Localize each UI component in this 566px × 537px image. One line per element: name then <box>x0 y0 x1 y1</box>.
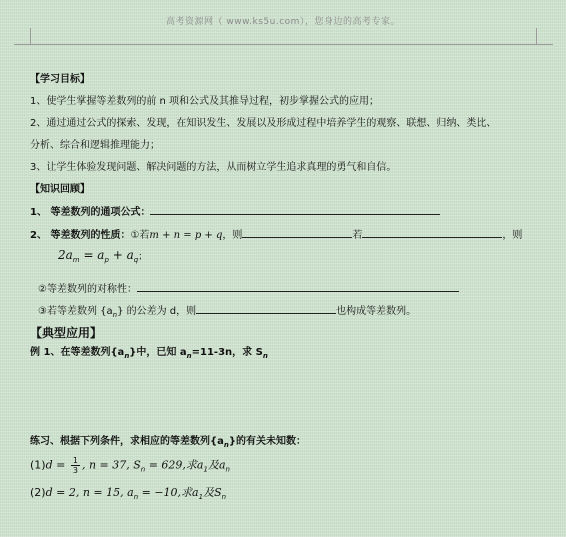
practice-heading: 练习、根据下列条件，求相应的等差数列$\{a_n\}$的有关未知数： <box>30 436 306 449</box>
formula-line: $2a_m = a_p + a_q$； <box>58 248 148 264</box>
goal-item-2-cont: 分析、综合和逻辑推理能力； <box>30 140 160 151</box>
blank-general-term[interactable] <box>150 204 440 215</box>
fraction-one-third: $\frac{1}{3}$ <box>72 456 78 475</box>
section-title-application: 【典型应用】 <box>30 326 103 340</box>
blank-property-1b[interactable] <box>362 227 502 238</box>
goal-item-1: 1、使学生掌握等差数列的前 n 项和公式及其推导过程，初步掌握公式的应用； <box>30 96 380 107</box>
blank-subsequence[interactable] <box>196 303 336 314</box>
practice-1: (1)d = $\frac{1}{3}$ , n = 37, $S_n = 629$,求$a_1$及$a_n$ <box>30 456 230 475</box>
page-header: 高考资源网（ www.ks5u.com），您身边的高考专家。 <box>166 17 400 27</box>
section-title-review: 【知识回顾】 <box>30 184 90 195</box>
review-property-3: ③若等差数列 $\{a_n\}$ 的公差为 d，则 也构成等差数列。 <box>38 302 416 319</box>
margin-corner-top-right <box>536 28 553 45</box>
goal-item-3: 3、让学生体验发现问题、解决问题的方法，从而树立学生追求真理的勇气和自信。 <box>30 162 397 173</box>
blank-property-1[interactable] <box>242 227 352 238</box>
review-property-2: ②等差数列的对称性： <box>38 280 459 295</box>
margin-corner-top-left <box>14 28 31 45</box>
practice-2: (2)d = 2, n = 15, $a_n = -10$,求$a_1$及$S_n$ <box>30 486 227 501</box>
header-rule <box>30 44 536 45</box>
blank-symmetry[interactable] <box>137 281 459 292</box>
section-title-goals: 【学习目标】 <box>30 74 90 85</box>
review-q2: 2、 等差数列的性质：①若m + n = p + q，则 若 ，则 <box>30 226 522 241</box>
example-1: 例 1、在等差数列$\{a_n\}$中，已知 $a_n=11-3n$，求 $S_n$ <box>30 347 268 360</box>
review-q1: 1、 等差数列的通项公式： <box>30 203 440 218</box>
goal-item-2: 2、通过通过公式的探索、发现，在知识发生、发展以及形成过程中培养学生的观察、联想、归纳、类比、 <box>30 118 497 129</box>
